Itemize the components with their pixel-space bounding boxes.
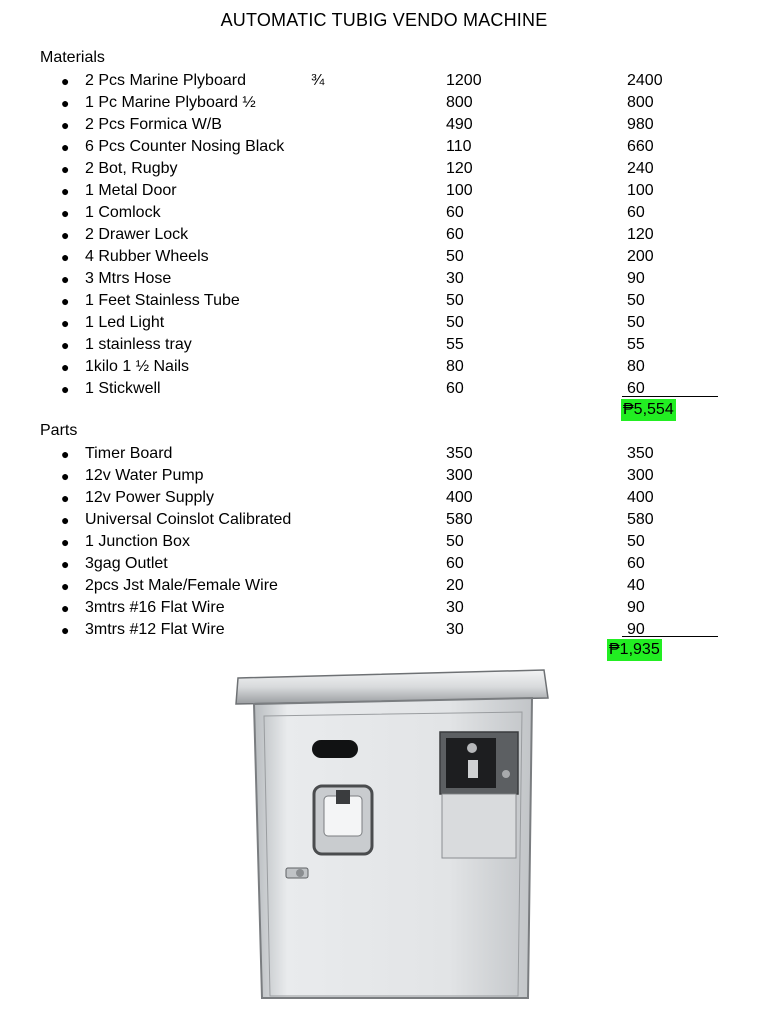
item-total-price: 40	[627, 577, 645, 594]
bullet-icon: ●	[61, 381, 70, 397]
bullet-icon: ●	[61, 161, 70, 177]
parts-subtotal-rule	[622, 636, 718, 637]
item-total-price: 100	[627, 182, 654, 199]
item-unit-price: 60	[446, 226, 464, 243]
item-name: 1 Comlock	[85, 204, 161, 221]
list-item	[0, 114, 768, 136]
item-unit-price: 120	[446, 160, 473, 177]
parts-subtotal: ₱1,935	[607, 639, 662, 661]
item-unit-price: 110	[446, 138, 472, 155]
item-total-price: 240	[627, 160, 654, 177]
list-item	[0, 246, 768, 268]
page-title: AUTOMATIC TUBIG VENDO MACHINE	[220, 10, 548, 30]
materials-list	[0, 70, 768, 400]
item-name: 2 Pcs Marine Plyboard	[85, 72, 246, 89]
item-name: 3 Mtrs Hose	[85, 270, 172, 287]
item-name: 12v Power Supply	[85, 489, 214, 506]
item-total-price: 50	[627, 533, 645, 550]
item-total-price: 90	[627, 621, 645, 638]
bullet-icon: ●	[61, 183, 70, 199]
item-name: 1 Junction Box	[85, 533, 190, 550]
item-name: 3gag Outlet	[85, 555, 168, 572]
bullet-icon: ●	[61, 534, 70, 550]
item-total-price: 300	[627, 467, 654, 484]
item-total-price: 50	[627, 292, 645, 309]
list-item	[0, 465, 768, 487]
bullet-icon: ●	[61, 556, 70, 572]
list-item	[0, 553, 768, 575]
item-total-price: 60	[627, 380, 645, 397]
item-total-price: 580	[627, 511, 654, 528]
list-item	[0, 443, 768, 465]
item-name: 12v Water Pump	[85, 467, 204, 484]
item-unit-price: 400	[446, 489, 473, 506]
materials-subtotal-rule	[622, 396, 718, 397]
list-item	[0, 180, 768, 202]
item-unit-price: 490	[446, 116, 473, 133]
item-unit-price: 350	[446, 445, 473, 462]
bullet-icon: ●	[61, 337, 70, 353]
list-item	[0, 136, 768, 158]
vending-machine-image	[232, 668, 550, 1000]
list-item	[0, 509, 768, 531]
item-name: 3mtrs #12 Flat Wire	[85, 621, 225, 638]
item-name: 2pcs Jst Male/Female Wire	[85, 577, 278, 594]
bullet-icon: ●	[61, 468, 70, 484]
item-note: ¾	[311, 72, 325, 89]
item-name: 1 Pc Marine Plyboard ½	[85, 94, 256, 111]
bullet-icon: ●	[61, 249, 70, 265]
item-total-price: 2400	[627, 72, 663, 89]
list-item	[0, 597, 768, 619]
bullet-icon: ●	[61, 117, 70, 133]
item-name: 2 Bot, Rugby	[85, 160, 178, 177]
item-name: 1 Led Light	[85, 314, 165, 331]
item-total-price: 90	[627, 599, 645, 616]
bullet-icon: ●	[61, 139, 70, 155]
materials-subtotal: ₱5,554	[621, 399, 676, 421]
item-total-price: 80	[627, 358, 645, 375]
item-total-price: 350	[627, 445, 654, 462]
item-total-price: 50	[627, 314, 645, 331]
list-item	[0, 312, 768, 334]
bullet-icon: ●	[61, 315, 70, 331]
bullet-icon: ●	[61, 578, 70, 594]
list-item	[0, 575, 768, 597]
item-unit-price: 60	[446, 555, 464, 572]
bullet-icon: ●	[61, 512, 70, 528]
bullet-icon: ●	[61, 490, 70, 506]
item-unit-price: 30	[446, 599, 464, 616]
parts-heading: Parts	[40, 422, 78, 439]
item-unit-price: 50	[446, 292, 464, 309]
item-name: 3mtrs #16 Flat Wire	[85, 599, 225, 616]
list-item	[0, 334, 768, 356]
item-unit-price: 80	[446, 358, 464, 375]
item-name: 2 Drawer Lock	[85, 226, 189, 243]
parts-list	[0, 443, 768, 641]
bullet-icon: ●	[61, 446, 70, 462]
item-name: 4 Rubber Wheels	[85, 248, 209, 265]
item-unit-price: 50	[446, 314, 464, 331]
list-item	[0, 70, 768, 92]
item-unit-price: 30	[446, 621, 464, 638]
item-name: 6 Pcs Counter Nosing Black	[85, 138, 285, 155]
item-name: 1 Metal Door	[85, 182, 177, 199]
item-total-price: 55	[627, 336, 645, 353]
item-total-price: 120	[627, 226, 654, 243]
item-unit-price: 60	[446, 380, 464, 397]
bullet-icon: ●	[61, 359, 70, 375]
item-unit-price: 60	[446, 204, 464, 221]
item-unit-price: 1200	[446, 72, 482, 89]
machine-window	[312, 740, 358, 758]
bullet-icon: ●	[61, 205, 70, 221]
list-item	[0, 487, 768, 509]
bullet-icon: ●	[61, 622, 70, 638]
item-name: 1 stainless tray	[85, 336, 192, 353]
coin-drawer	[442, 794, 516, 858]
item-name: Universal Coinslot Calibrated	[85, 511, 292, 528]
bullet-icon: ●	[61, 271, 70, 287]
item-total-price: 60	[627, 204, 645, 221]
materials-heading: Materials	[40, 49, 105, 66]
item-total-price: 400	[627, 489, 654, 506]
item-unit-price: 50	[446, 248, 464, 265]
bullet-icon: ●	[61, 95, 70, 111]
item-unit-price: 50	[446, 533, 464, 550]
item-total-price: 90	[627, 270, 645, 287]
item-total-price: 980	[627, 116, 654, 133]
item-unit-price: 55	[446, 336, 464, 353]
item-unit-price: 580	[446, 511, 473, 528]
bullet-icon: ●	[61, 73, 70, 89]
item-unit-price: 20	[446, 577, 464, 594]
item-unit-price: 800	[446, 94, 473, 111]
item-name: 1kilo 1 ½ Nails	[85, 358, 190, 375]
list-item	[0, 224, 768, 246]
item-name: Timer Board	[85, 445, 173, 462]
list-item	[0, 92, 768, 114]
list-item	[0, 531, 768, 553]
item-total-price: 200	[627, 248, 654, 265]
list-item	[0, 356, 768, 378]
item-total-price: 60	[627, 555, 645, 572]
item-name: 1 Feet Stainless Tube	[85, 292, 240, 309]
list-item	[0, 290, 768, 312]
bullet-icon: ●	[61, 600, 70, 616]
bullet-icon: ●	[61, 293, 70, 309]
item-total-price: 660	[627, 138, 654, 155]
list-item	[0, 268, 768, 290]
bullet-icon: ●	[61, 227, 70, 243]
item-name: 1 Stickwell	[85, 380, 161, 397]
item-unit-price: 300	[446, 467, 473, 484]
item-unit-price: 30	[446, 270, 464, 287]
item-unit-price: 100	[446, 182, 473, 199]
item-name: 2 Pcs Formica W/B	[85, 116, 222, 133]
list-item	[0, 619, 768, 641]
list-item	[0, 158, 768, 180]
list-item	[0, 202, 768, 224]
item-total-price: 800	[627, 94, 654, 111]
